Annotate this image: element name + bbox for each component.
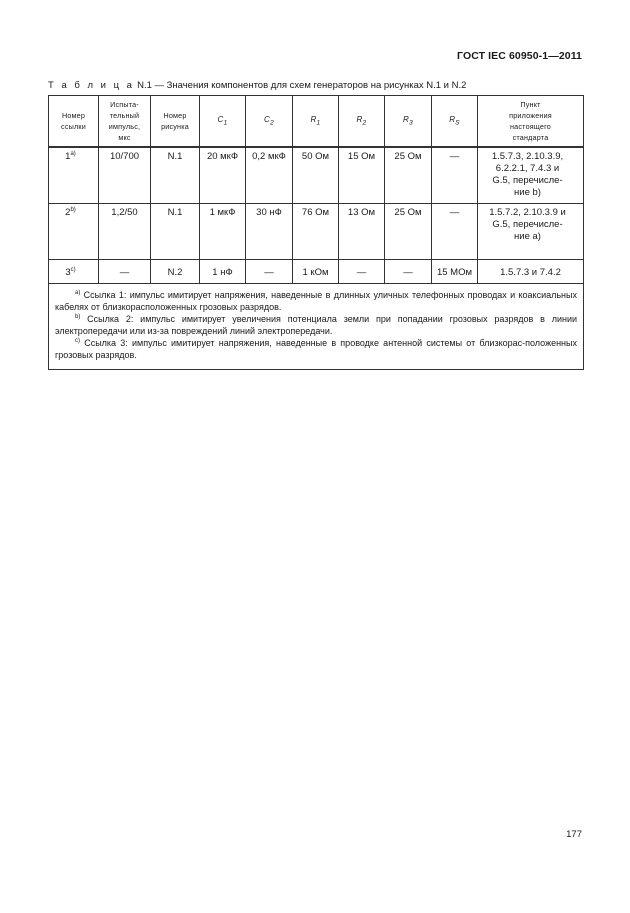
cell-r1: 1 кОм bbox=[293, 260, 339, 284]
cell-c1: 1 нФ bbox=[200, 260, 246, 284]
cell-c1: 1 мкФ bbox=[200, 204, 246, 260]
table-row bbox=[49, 204, 584, 260]
cell-r2: — bbox=[339, 260, 385, 284]
cell-clause: 1.5.7.3 и 7.4.2 bbox=[478, 260, 584, 284]
cell-impulse: 10/700 bbox=[99, 147, 151, 204]
cell-ref: $3^{с)}$ bbox=[49, 260, 99, 284]
table-caption bbox=[48, 80, 466, 91]
table-row bbox=[49, 147, 584, 204]
cell-r1: 76 Ом bbox=[293, 204, 339, 260]
cell-ref: $1^{а)}$ bbox=[49, 147, 99, 204]
page-number: 177 bbox=[566, 829, 582, 840]
note-2: $^{b)}$ Ссылка 2: импульс имитирует увеличения потенциала земли при попадании грозовых разрядов в линии электропередачи или из-за повреждений линий электропередачи. bbox=[55, 314, 577, 336]
caption-text: N.1 — Значения компонентов для схем генераторов на рисунках N.1 и N.2 bbox=[134, 80, 467, 91]
cell-c2: — bbox=[246, 260, 293, 284]
note-3: $^{с)}$ Ссылка 3: импульс имитирует напряжения, наведенные в проводке антенной системы от близкорас-положенных грозовых разрядов. bbox=[55, 338, 577, 360]
header-rs: $R_S$ bbox=[432, 96, 478, 148]
table-notes bbox=[49, 284, 584, 370]
caption-label: Т а б л и ц а bbox=[48, 80, 135, 91]
header-impulse: Испыта- тельный импульс, мкс bbox=[99, 96, 151, 148]
header-r1: $R_1$ bbox=[293, 96, 339, 148]
cell-r3: 25 Ом bbox=[385, 147, 432, 204]
header-r3: $R_3$ bbox=[385, 96, 432, 148]
table-row bbox=[49, 260, 584, 284]
cell-clause: 1.5.7.3, 2.10.3.9, 6.2.2.1, 7.4.3 и G.5, перечисле- ние b) bbox=[478, 147, 584, 204]
cell-r2: 15 Ом bbox=[339, 147, 385, 204]
cell-figure: N.1 bbox=[151, 204, 200, 260]
cell-r2: 13 Ом bbox=[339, 204, 385, 260]
cell-r1: 50 Ом bbox=[293, 147, 339, 204]
cell-figure: N.2 bbox=[151, 260, 200, 284]
header-r2: $R_2$ bbox=[339, 96, 385, 148]
header-c1: $C_1$ bbox=[200, 96, 246, 148]
cell-figure: N.1 bbox=[151, 147, 200, 204]
cell-rs: 15 МОм bbox=[432, 260, 478, 284]
cell-ref: 2$^{b)}$ bbox=[49, 204, 99, 260]
cell-clause: 1.5.7.2, 2.10.3.9 и G.5, перечисле- ние а) bbox=[478, 204, 584, 260]
cell-r3: — bbox=[385, 260, 432, 284]
components-table bbox=[48, 95, 584, 370]
note-1: $^{а)}$ Ссылка 1: импульс имитирует напряжения, наведенные в длинных уличных телефонных проводах и коаксиальных кабелях от близкорасположенных грозовых разрядов. bbox=[55, 290, 577, 312]
cell-r3: 25 Ом bbox=[385, 204, 432, 260]
table-header-row bbox=[49, 96, 584, 148]
cell-impulse: 1,2/50 bbox=[99, 204, 151, 260]
cell-rs: — bbox=[432, 147, 478, 204]
document-code: ГОСТ IEC 60950-1—2011 bbox=[457, 50, 582, 62]
cell-c2: 30 нФ bbox=[246, 204, 293, 260]
cell-c1: 20 мкФ bbox=[200, 147, 246, 204]
cell-c2: 0,2 мкФ bbox=[246, 147, 293, 204]
table-notes-row bbox=[49, 284, 584, 370]
cell-impulse: — bbox=[99, 260, 151, 284]
cell-rs: — bbox=[432, 204, 478, 260]
header-c2: $C_2$ bbox=[246, 96, 293, 148]
header-figure: Номер рисунка bbox=[151, 96, 200, 148]
header-ref: Номер ссылки bbox=[49, 96, 99, 148]
header-clause: Пункт приложения настоящего стандарта bbox=[478, 96, 584, 148]
